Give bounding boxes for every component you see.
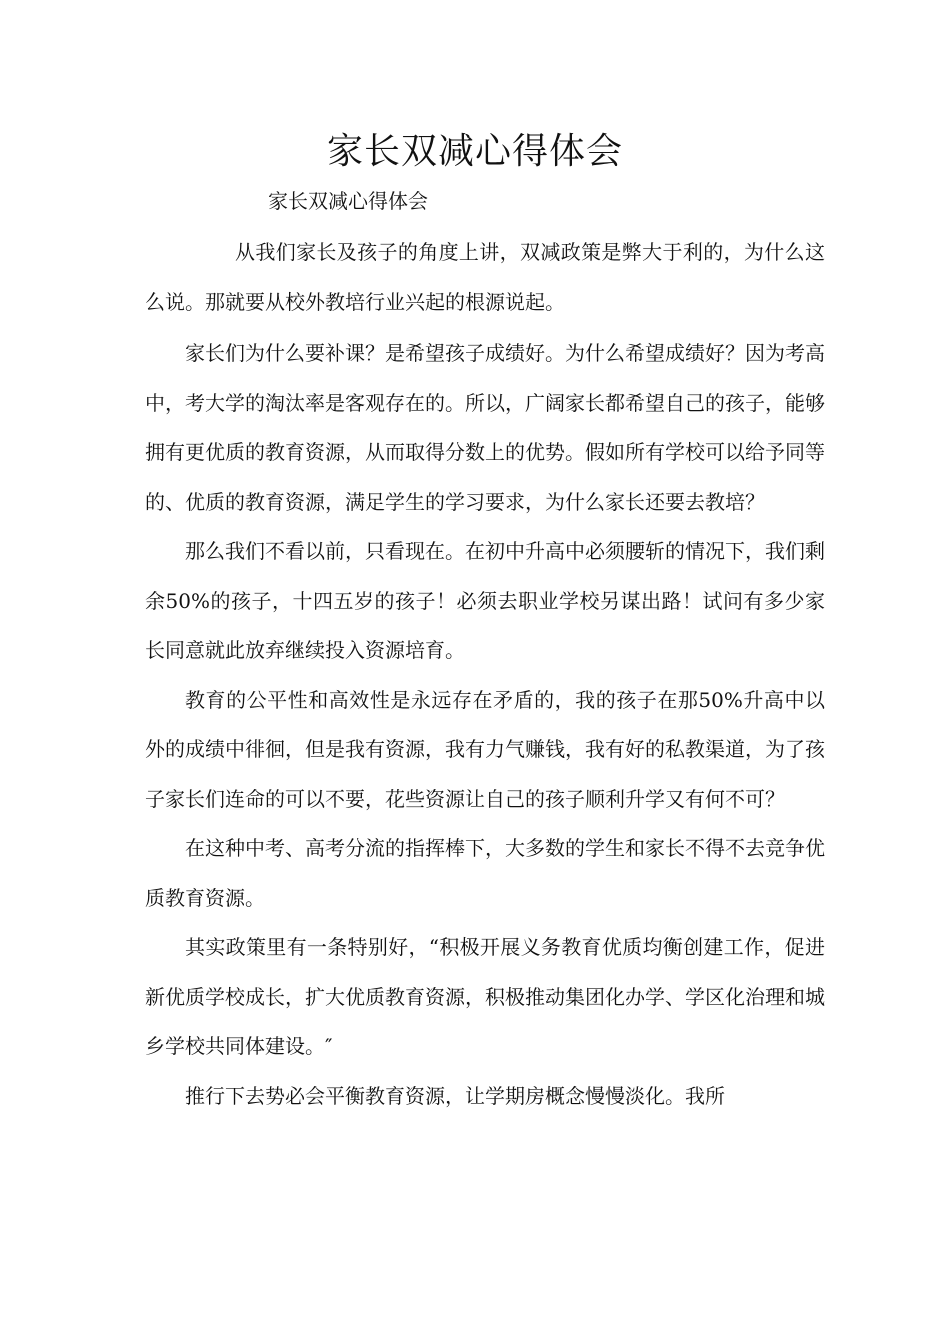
paragraph: 在这种中考、高考分流的指挥棒下，大多数的学生和家长不得不去竞争优质教育资源。 [145,836,825,910]
paragraph: 教育的公平性和高效性是永远存在矛盾的，我的孩子在那50%升高中以外的成绩中徘徊，但是我有资源，我有力气赚钱，我有好的私教渠道，为了孩子家长们连命的可以不要，花些资源让自己的孩子顺利升学又有何不可？ [145,687,825,811]
document-subtitle: 家长双减心得体会 [268,189,428,213]
paragraph: 从我们家长及孩子的角度上讲，双减政策是弊大于利的，为什么这么说。那就要从校外教培行业兴起的根源说起。 [145,240,825,314]
paragraph: 家长们为什么要补课？是希望孩子成绩好。为什么希望成绩好？因为考高中，考大学的淘汰率是客观存在的。所以，广阔家长都希望自己的孩子，能够拥有更优质的教育资源，从而取得分数上的优势。假如所有学校可以给予同等的、优质的教育资源，满足学生的学习要求，为什么家长还要去教培？ [145,341,825,514]
paragraph: 推行下去势必会平衡教育资源，让学期房概念慢慢淡化。我所 [185,1083,725,1108]
document-body [145,228,825,1121]
paragraph: 其实政策里有一条特别好，“积极开展义务教育优质均衡创建工作，促进新优质学校成长，扩大优质教育资源，积极推动集团化办学、学区化治理和城乡学校共同体建设。″ [145,935,825,1058]
paragraph: 那么我们不看以前，只看现在。在初中升高中必须腰斩的情况下，我们剩余50%的孩子，十四五岁的孩子！必须去职业学校另谋出路！试问有多少家长同意就此放弃继续投入资源培育。 [145,539,825,662]
document-title: 家长双减心得体会 [326,131,623,172]
